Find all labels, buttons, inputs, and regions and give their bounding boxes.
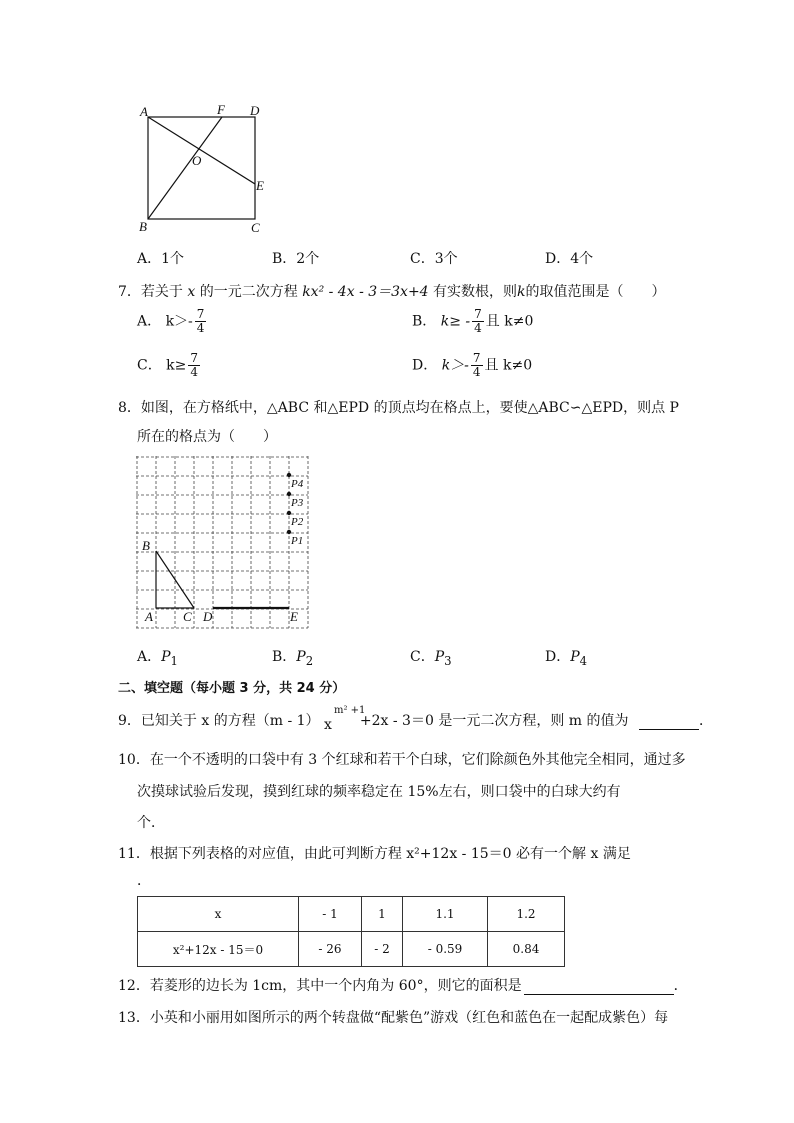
- q9-answer-blank[interactable]: [639, 729, 699, 730]
- q7-equation: kx² - 4x - 3＝3x+4: [302, 284, 429, 300]
- grid-figure: [136, 456, 312, 632]
- q11-line2: ．: [137, 873, 151, 889]
- q7-option-c-label: C．: [137, 357, 162, 374]
- q8-option-b[interactable]: [272, 646, 313, 668]
- table-row: [138, 932, 565, 967]
- q7-var-x: x: [187, 284, 196, 300]
- q8-option-c[interactable]: [410, 646, 452, 668]
- point-P4: [287, 473, 291, 477]
- grid-label-P2: P2: [291, 516, 304, 528]
- q7-text-post: 的取值范围是（ ）: [525, 284, 666, 300]
- grid-label-C: C: [183, 609, 192, 624]
- q7-option-a[interactable]: [137, 308, 208, 335]
- segment-BF: [148, 117, 222, 219]
- label-C: C: [251, 220, 260, 235]
- q7-option-d-frac: [471, 352, 483, 379]
- table-cell: 1.2: [488, 897, 565, 932]
- q6-option-d[interactable]: D．4个: [545, 251, 594, 267]
- grid-label-P4: P4: [291, 478, 304, 490]
- q12-end: ．: [673, 978, 688, 994]
- q8-option-b-label: B．: [272, 649, 297, 665]
- q12-stem: [118, 975, 688, 995]
- q8-option-d[interactable]: [545, 646, 587, 668]
- q13-line1: [118, 1007, 668, 1027]
- label-B: B: [139, 219, 147, 234]
- q9-text-post: +2x - 3＝0 是一元二次方程，则 m 的值为: [359, 713, 629, 729]
- q8-option-b-sub: 2: [305, 653, 314, 668]
- frac-num: 7: [196, 307, 205, 321]
- q11-line1: [118, 843, 631, 863]
- table-cell: x: [138, 897, 299, 932]
- q9-power: [323, 705, 366, 733]
- q8-option-d-sub: 4: [579, 653, 588, 668]
- q7-var-k: k: [517, 284, 526, 300]
- table-cell: 0.84: [488, 932, 565, 967]
- q7-option-b-frac: [472, 308, 484, 335]
- q9-number: 9．: [118, 713, 141, 729]
- q7-option-b-rel: k≥ -: [440, 313, 471, 330]
- q10-line1: [118, 749, 686, 769]
- q8-stem-line2: 所在的格点为（ ）: [137, 429, 277, 445]
- q12-answer-blank[interactable]: [524, 994, 674, 995]
- square-outline: [148, 117, 255, 219]
- q8-option-d-label: D．: [545, 649, 571, 665]
- q8-option-b-p: P: [296, 649, 306, 665]
- segment-AE: [148, 117, 255, 184]
- table-cell: - 2: [362, 932, 403, 967]
- q7-text-pre: 若关于: [140, 284, 183, 300]
- q7-option-d-suffix: 且 k≠0: [484, 357, 533, 374]
- frac-den: 4: [472, 365, 481, 379]
- q6-option-c[interactable]: C．3个: [410, 251, 458, 267]
- frac-den: 4: [474, 321, 482, 335]
- table-row: [138, 897, 565, 932]
- q9-stem: [118, 705, 713, 733]
- q10-number: 10．: [118, 752, 150, 768]
- label-D: D: [250, 103, 260, 118]
- table-cell: - 1: [299, 897, 362, 932]
- label-A: A: [140, 104, 148, 119]
- q7-option-c-frac: [188, 352, 200, 379]
- segment-BC: [156, 551, 194, 608]
- label-O: O: [192, 153, 202, 168]
- label-F: F: [217, 102, 225, 117]
- q8-line1: 如图，在方格纸中，△ABC 和△EPD 的顶点均在格点上，要使△ABC∽△EPD，则点 P: [140, 400, 679, 416]
- frac-num: 7: [190, 351, 199, 365]
- q9-exponent: m² +1: [333, 705, 366, 716]
- q7-option-b-label: B．: [412, 313, 437, 330]
- q7-option-a-label: A．: [137, 313, 162, 330]
- q10-line2: 次摸球试验后发现，摸到红球的频率稳定在 15%左右，则口袋中的白球大约有: [137, 784, 621, 800]
- q8-option-a-p: P: [161, 649, 171, 665]
- q13-line1-text: 小英和小丽用如图所示的两个转盘做“配紫色”游戏（红色和蓝色在一起配成紫色）每: [149, 1010, 669, 1026]
- q7-option-d-label: D．: [412, 357, 438, 374]
- q7-option-b-suffix: 且 k≠0: [485, 313, 534, 330]
- table-cell: - 0.59: [403, 932, 488, 967]
- q10-line3: 个．: [137, 815, 165, 831]
- frac-num: 7: [472, 351, 481, 365]
- q11-line1-text: 根据下列表格的对应值，由此可判断方程 x²+12x - 15＝0 必有一个解 x 满足: [149, 846, 631, 862]
- q7-number: 7．: [118, 284, 141, 300]
- q11-value-table: [137, 896, 565, 967]
- q6-option-b[interactable]: B．2个: [272, 251, 320, 267]
- q8-number: 8．: [118, 400, 141, 416]
- q9-text-pre: 已知关于 x 的方程（m - 1）: [140, 713, 320, 729]
- frac-den: 4: [196, 321, 205, 335]
- q7-option-c[interactable]: [137, 352, 202, 379]
- table-cell: - 26: [299, 932, 362, 967]
- q7-text-mid2: 有实数根，则: [433, 284, 518, 300]
- q7-text-mid1: 的一元二次方程: [199, 284, 298, 300]
- q13-number: 13．: [118, 1010, 150, 1026]
- q6-option-a[interactable]: A．1个: [137, 251, 185, 267]
- q8-option-a-label: A．: [137, 649, 162, 665]
- label-E: E: [256, 178, 264, 193]
- frac-den: 4: [190, 365, 199, 379]
- q7-option-d-rel: k＞-: [441, 357, 469, 374]
- q7-option-b[interactable]: [412, 308, 533, 335]
- q8-option-a[interactable]: [137, 646, 178, 668]
- grid-label-A: A: [145, 609, 153, 624]
- q8-option-c-p: P: [434, 649, 445, 665]
- q9-x: x: [323, 717, 332, 733]
- q7-option-a-rel: k＞-: [165, 313, 193, 330]
- q12-text: 若菱形的边长为 1cm，其中一个内角为 60°，则它的面积是: [149, 978, 522, 994]
- grid-label-P3: P3: [291, 497, 304, 509]
- q8-stem-line1: [118, 397, 679, 417]
- point-P3: [287, 492, 291, 496]
- q8-option-c-label: C．: [410, 649, 435, 665]
- q12-number: 12．: [118, 978, 150, 994]
- grid-label-D: D: [203, 609, 213, 624]
- q7-option-a-frac: [195, 308, 207, 335]
- grid-label-E: E: [290, 609, 298, 624]
- table-cell: x²+12x - 15＝0: [138, 932, 299, 967]
- q10-line1-text: 在一个不透明的口袋中有 3 个红球和若干个白球，它们除颜色外其他完全相同，通过多: [149, 752, 686, 768]
- section-heading-fill-in: 二、填空题（每小题 3 分，共 24 分）: [118, 681, 346, 696]
- q7-option-c-rel: k≥: [166, 357, 187, 374]
- grid-label-P1: P1: [291, 535, 304, 547]
- table-cell: 1.1: [403, 897, 488, 932]
- point-P2: [287, 511, 291, 515]
- grid-label-B: B: [142, 538, 150, 553]
- q8-option-a-sub: 1: [170, 653, 178, 668]
- q9-end: ．: [698, 713, 713, 729]
- q7-option-d[interactable]: [412, 352, 532, 379]
- q11-number: 11．: [118, 846, 150, 862]
- frac-num: 7: [474, 307, 482, 321]
- table-cell: 1: [362, 897, 403, 932]
- square-figure: [135, 100, 275, 240]
- q7-stem: [118, 281, 666, 301]
- q8-option-c-sub: 3: [444, 653, 452, 668]
- q8-option-d-p: P: [570, 649, 580, 665]
- point-P1: [287, 530, 291, 534]
